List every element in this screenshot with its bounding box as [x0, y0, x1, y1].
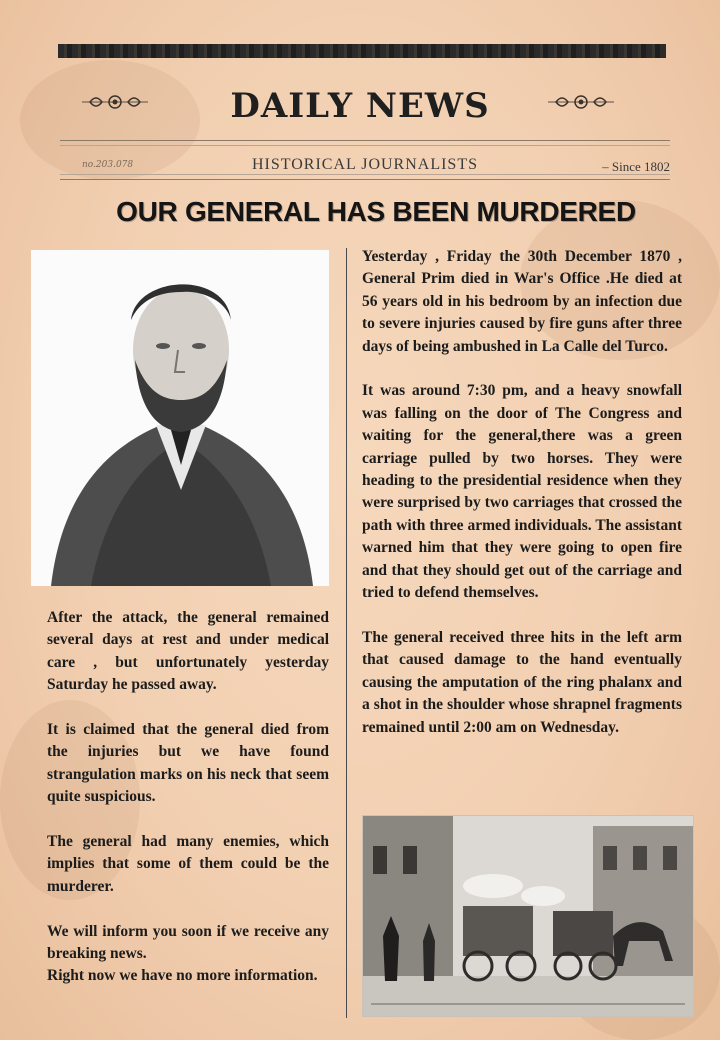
masthead-title: DAILY NEWS: [230, 86, 490, 126]
article-paragraph: Right now we have no more information.: [47, 967, 318, 985]
portrait-icon: [31, 250, 329, 586]
info-bar: [60, 140, 670, 180]
article-paragraph: After the attack, the general remained several days at rest and under medical care , but unfortunately yesterday Saturday he passed away.: [47, 609, 329, 694]
right-column-text: [362, 246, 682, 761]
issue-number: no.203.078: [82, 160, 134, 170]
article-paragraph: We will inform you soon if we receive any breaking news.: [47, 922, 329, 963]
article-paragraph: It is claimed that the general died from the injuries but we have found strangulation marks on his neck that seem quite suspicious.: [47, 721, 329, 806]
article-paragraph: The general had many enemies, which implies that some of them could be the murderer.: [47, 833, 329, 895]
article-paragraph: Yesterday , Friday the 30th December 1870 , General Prim died in War's Office .He died at 56 years old in his bedroom by an infection due to severe injuries caused by fire guns after three days of being ambushed in La Calle del Turco.: [362, 248, 682, 355]
top-decorative-bar: [58, 44, 666, 58]
ornament-right-icon: [548, 92, 614, 112]
portrait-photo: [31, 250, 329, 586]
tagline: HISTORICAL JOURNALISTS: [251, 156, 478, 173]
column-divider: [346, 248, 347, 1018]
article-paragraph: The general received three hits in the left arm that caused damage to the hand eventually causing the amputation of the ring phalanx and a shot in the shoulder whose shrapnel fragments remained until 2:00 am on Wednesday.: [362, 628, 682, 736]
ambush-illustration: [362, 815, 694, 1017]
left-column-text: [47, 607, 329, 988]
article-paragraph: It was around 7:30 pm, and a heavy snowfall was falling on the door of The Congress and waiting for the general,there was a green carriage pulled by two horses. They were heading to the presidential residence when they were surprised by two carriages that crossed the path with three armed individuals. The assistant warned him that they were going to open fire and that they should get out of the carriage and tried to defend themselves.: [362, 382, 682, 602]
headline: OUR GENERAL HAS BEEN MURDERED: [116, 196, 636, 227]
since-date: – Since 1802: [602, 159, 670, 174]
engraving-icon: [363, 816, 693, 1016]
